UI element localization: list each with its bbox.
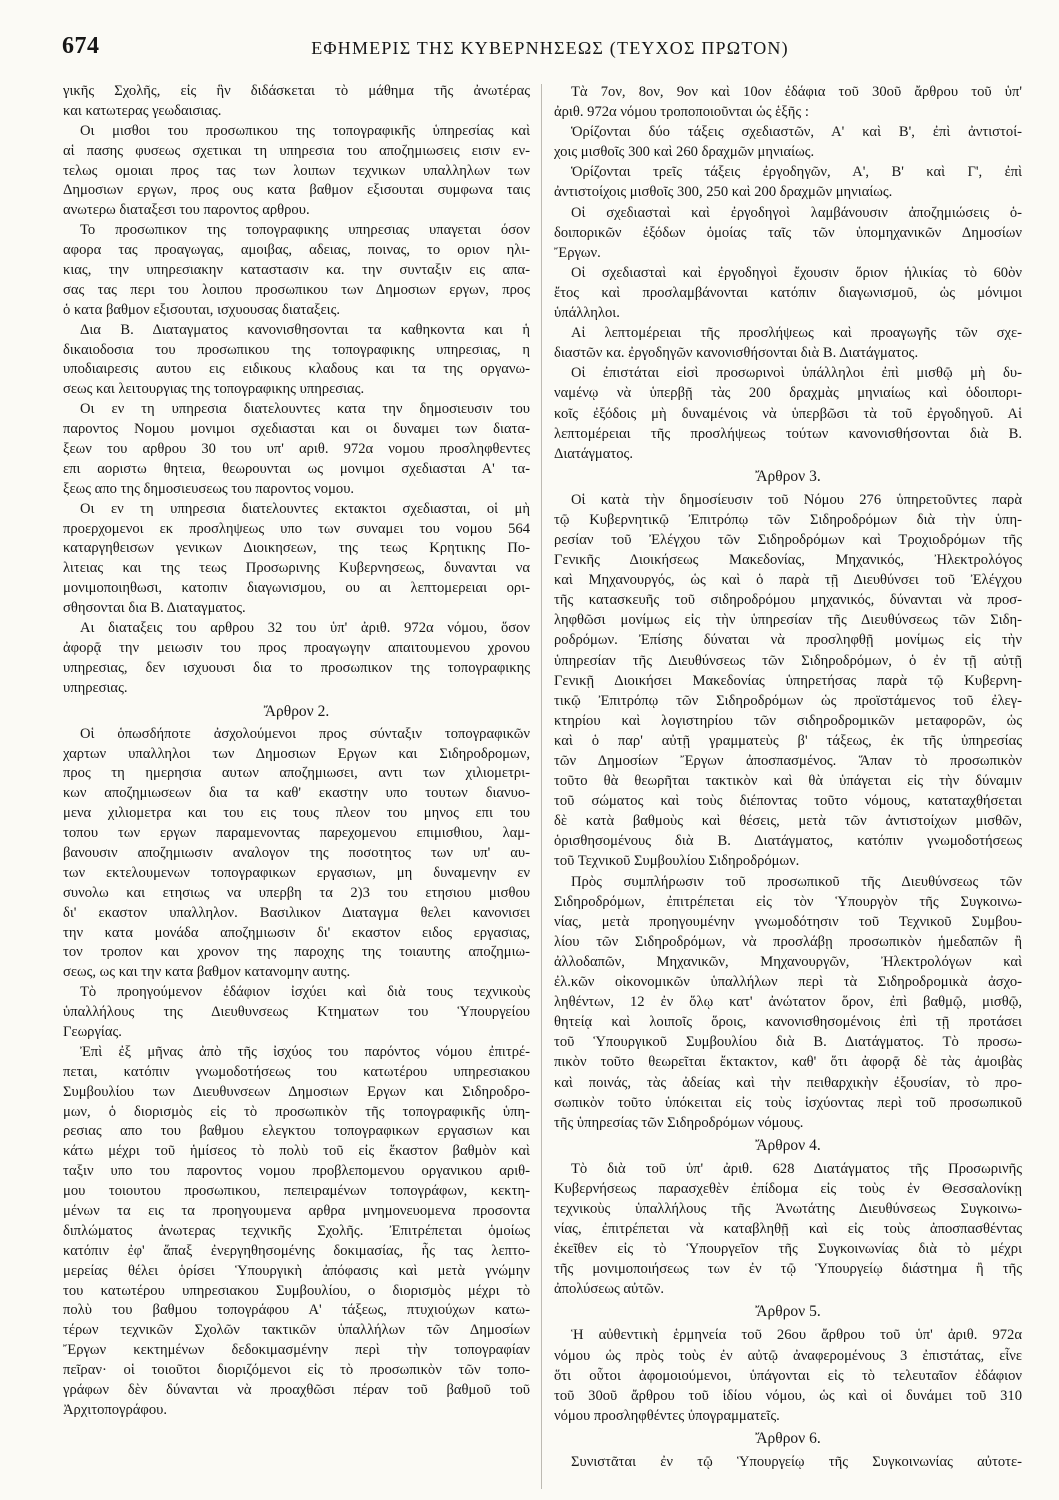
text-line: Γενικῇ Διοικήσει Μακεδονίας ὑπηρετήσας παρὰ τῷ Κυβερνη- [554,672,1022,689]
page-number: 674 [62,33,100,59]
text-line: ὁρισθησομένους διὰ Β. Διατάγματος, κατόπιν γνωμοδοτήσεως [554,833,1022,850]
article-heading: Ἄρθρον 6. [755,1429,821,1447]
text-line: Οἱ σχεδιασταὶ καὶ ἐργοδηγοὶ ἔχουσιν ὅριον ἡλικίας τὸ 60ὸν [571,264,1022,281]
text-line: διπλώματος ἀνωτερας τεχνικῆς Σχολῆς. Ἐπιτρέπεται ὁμοίως [63,1222,530,1239]
text-line: ἐκεῖθεν εἰς τὸ Ὑπουργεῖον τῆς Συγκοινωνίας διὰ τὸ μέχρι [554,1241,1022,1258]
text-line: λεπτομέρειαι τῆς προσλήψεως τούτων κανονισθήσονται διὰ Β. [554,425,1022,442]
text-line: Ἐπὶ ἐξ μῆνας ἀπὸ τῆς ἰσχύος του παρόντος νόμου ἐπιτρέ- [80,1043,530,1060]
paragraph [63,983,530,1043]
text-line: Το προσωπικον της τοπογραφικης υπηρεσιας υπαγεται όσον [80,222,530,239]
article-heading: Ἄρθρον 3. [755,467,821,485]
text-line: Οἱ σχεδιασταὶ καὶ ἐργοδηγοὶ λαμβάνουσιν ἀποζημιώσεις ὁ- [571,204,1022,221]
text-line: την κατα μονάδα αποζημιωσιν δι' εκαστον ειδος εργασιας, [63,924,530,941]
text-line: μονιμοποιηθωσι, κατοπιν διαγωνισμου, ου αι λεπτομερειαι ορι- [63,580,530,597]
text-line: βανουσιν αποζημιωσιν αναλογον της ποσοτητος των υπ' αυ- [63,844,530,861]
text-line: Κυβερνήσεως παρασχεθὲν ἐπίδομα εἰς τοὺς ἐν Θεσσαλονίκῃ [554,1180,1022,1197]
text-line: και κατωτερας γεωδαισιας. [63,102,222,119]
text-line: νίας, μετὰ προηγουμένην γνωμοδότησιν τοῦ Τεχνικοῦ Συμβου- [554,913,1022,930]
paragraph [63,725,530,984]
text-line: ξεων του αρθρου 30 του υπ' αριθ. 972α νομου προσληφθεντες [63,441,530,458]
text-line: συνολω και ετησιως να υπερβη τα 2)3 του ετησιου μισθου [63,884,530,901]
text-line: ὑπαλλήλους της Διευθυνσεως Κτηματων του Ὑπουργείου [63,1004,530,1021]
text-line: Αι διαταξεις του αρθρου 32 του ὑπ' ἀριθ. 972α νόμου, ὅσον [80,620,530,637]
text-line: τοῦ Ὑπουργικοῦ Συμβουλίου διὰ Β. Διατάγματος. Τὸ προσω- [554,1034,1022,1051]
text-line: πολὺ του βαθμου τοπογράφου Α' τάξεως, πτυχιούχων κατω- [63,1302,530,1319]
text-line: Ἀρχιτοπογράφου. [63,1401,168,1418]
text-line: προερχομενοι εκ προσληψεως υπο των συναμει του νομου 564 [63,520,530,537]
text-line: ἀπολύσεως αὐτῶν. [554,1281,664,1298]
text-line: παροντος Νομου μονιμοι σχεδιασται και οι δυναμει των διατα- [63,421,530,438]
text-line: επι αοριστω θητεια, θεωρουνται ως μονιμοι σχεδιασται Α' τα- [63,460,530,477]
text-line: Οι εν τη υπηρεσια διατελουντες κατα την δημοσιευσιν του [80,401,530,418]
text-line: δι' εκαστον υπαλληλον. Βασιλικον Διαταγμα θελει κανονισει [63,904,530,921]
text-line: μένων τα εις τα προηγουμενα αρθρα μνημονευομενα προσοντα [63,1202,530,1219]
text-line: τοπου των εργων παραμενοντας παρεχομενου επιμισθιου, λαμ- [63,825,530,842]
text-line: θητείᾳ καὶ λοιποῖς ὅροις, κανονισθησομένοις ἐπὶ τῇ προτάσει [554,1014,1022,1031]
paragraph [63,400,530,499]
text-line: κοῖς ἐξόδοις μὴ δυναμένοις νὰ ὑπερβῶσι τὰ τοῦ ἐργοδηγοῦ. Αἱ [554,405,1022,422]
text-line: ροδρόμων. Ἐπίσης δύναται νὰ προσληφθῇ μονίμως εἰς τὴν [554,632,1022,649]
text-line: Τὰ 7ον, 8ον, 9ον καὶ 10ον ἐδάφια τοῦ 30οῦ ἄρθρου τοῦ ὑπ' [571,84,1022,100]
text-line: σεως, ως και την κατα βαθμον κατανομην αυτης. [63,964,351,981]
text-line: χαρτων υπαλληλοι των Δημοσιων Εργων και Σιδηροδρομων, [63,745,530,762]
text-line: δὲ κατὰ βαθμοὺς καὶ θέσεις, μετὰ τῶν ἀντιστοίχων μισθῶν, [554,813,1022,830]
text-line: Δια Β. Διαταγματος κανονισθησονται τα καθηκοντα και ἡ [80,321,530,338]
text-line: μων, ὁ διορισμὸς εἰς τὸ προσωπικὸν τῆς τοπογραφικῆς ὑπη- [63,1103,530,1120]
text-line: ἀριθ. 972α νόμου τροποποιοῦνται ὡς ἑξῆς : [554,104,809,121]
text-line: τῆς ὑπηρεσίας τῶν Σιδηροδρόμων νόμους. [554,1114,804,1131]
text-line: ὁ κατα βαθμον εξισουται, ισχυουσας διαταξεις. [63,301,340,318]
text-line: κιας, την υπηρεσιακην καταστασιν κα. την συνταξιν εις απα- [63,262,530,279]
paragraph [554,203,1022,263]
text-line: προς τη ημερησια αυτων αποζημιωσει, αντι των χιλιομετρι- [63,765,530,782]
text-line: νόμου προσληφθέντες ὑπογραμματεῖς. [554,1407,780,1424]
article-heading: Ἄρθρον 5. [755,1303,821,1321]
text-line: σωπικὸν τοῦτο ὑπόκειται εἰς τοὺς ἰσχύοντας περὶ τοῦ προσωπικοῦ [554,1094,1022,1111]
text-line: Συμβουλίου των Διευθυνσεων Δημοσιων Εργων και Σιδηροδρο- [63,1083,530,1100]
text-line: μερείας θέλει ὁρίσει Ὑπουργικὴ ἀπόφασις καὶ μετὰ γνώμην [63,1262,530,1279]
text-line: λίου τῶν Σιδηροδρόμων, νὰ προσλάβῃ προσωπικὸν ἡμεδαπῶν ἢ [554,933,1022,950]
text-line: τοῦ σώματος καὶ τοὺς διέποντας τοῦτο νόμους, καταταχθήσεται [554,793,1022,810]
paragraph [554,872,1022,1133]
paragraph [554,1325,1022,1425]
text-line: του κατωτέρου υπηρεσιακου Συμβουλίου, ο διορισμὸς μέχρι τὸ [63,1282,530,1299]
text-line: Ἡ αὐθεντικὴ ἑρμηνεία τοῦ 26ου ἄρθρου τοῦ ὑπ' ἀριθ. 972α [571,1327,1022,1344]
text-line: Τὸ προηγούμενον ἐδάφιον ἰσχύει καὶ διὰ τους τεχνικοὺς [80,984,530,1001]
text-line: Τὸ διὰ τοῦ ὑπ' ἀριθ. 628 Διατάγματος τῆς Προσωρινῆς [571,1160,1022,1177]
text-line: ανωτερω διαταξεσι του παροντος αρθρου. [63,202,310,219]
text-line: Γενικῆς Διοικήσεως Μακεδονίας, Μηχανικός, Ἠλεκτρολόγος [554,552,1022,569]
text-line: Αἱ λεπτομέρειαι τῆς προσλήψεως καὶ προαγωγῆς τῶν σχε- [571,325,1022,342]
text-line: κων αποζημιωσεων δια τα καθ' εκαστην υπο τουτων διανυο- [63,785,530,802]
text-line: πικὸν τοῦτο θεωρεῖται ἔκτακτον, καθ' ὅτι ἀφορᾷ δὲ τὰς ἀμοιβὰς [554,1054,1022,1071]
text-line: ὑπάλληλοι. [554,305,620,322]
text-line: υποδιαιρεσις αυτου εις ειδικους κλαδους και τα της οργανω- [63,361,530,378]
text-line: δικαιοδοσια του προσωπικου της τοπογραφικης υπηρεσιας, η [63,341,530,358]
text-line: Οἱ ὁπωσδήποτε ἀσχολούμενοι προς σύνταξιν τοπογραφικῶν [80,725,530,742]
right-column [554,82,1022,1472]
text-line: ἔτος καὶ προσλαμβάνονται κατόπιν διαγωνισμοῦ, ὡς μόνιμοι [554,284,1022,301]
text-line: λιτειας και της τεως Προσωρινης Κυβερνησεως, δυνανται να [63,560,530,577]
paragraph [554,162,1022,202]
text-line: πεται, κατόπιν γνωμοδοτήσεως του κατωτέρου υπηρεσιακου [63,1063,530,1080]
paragraph [63,321,530,401]
text-line: ὅτι οὗτοι ἀφομοιούμενοι, ὑπάγονται εἰς τὸ τελευταῖον ἐδάφιον [554,1367,1022,1384]
text-line: διαστῶν κα. ἐργοδηγῶν κανονισθήσονται διὰ Β. Διατάγματος. [554,345,919,362]
text-line: ληφθῶσι μονίμως εἰς τὴν ὑπηρεσίαν τῆς Διευθύνσεως τῶν Σιδη- [554,612,1022,629]
article-heading: Ἄρθρον 4. [755,1136,821,1154]
text-line: ξεως απο της δημοσιευσεως του παροντος νομου. [63,480,355,497]
text-line: τοῦ 30οῦ ἄρθρου τοῦ ἰδίου νόμου, ὡς καὶ οἱ δυνάμει τοῦ 310 [554,1387,1022,1404]
paragraph [63,221,530,320]
paragraph [63,82,530,122]
paragraph [554,323,1022,363]
text-line: τέρων τεχνικῶν Σχολῶν τακτικῶν ὑπαλλήλων τῶν Δημοσίων [63,1322,530,1339]
left-column [63,82,530,1421]
text-line: υπηρεσιας, δεν ισχυουσι δια το προσωπικον της τοπογραφικης [63,659,530,676]
text-line: κάτω μέχρι τοῦ ἡμίσεος τὸ πολὺ τοῦ εἰς ἕκαστον βαθμὸν καὶ [63,1143,530,1160]
text-line: γικῆς Σχολῆς, εἰς ἣν διδάσκεται τὸ μάθημα τῆς ἀνωτέρας [63,83,530,99]
text-line: Οἱ κατὰ τὴν δημοσίευσιν τοῦ Νόμου 276 ὑπηρετοῦντες παρὰ [571,491,1022,508]
paragraph [554,122,1022,162]
paragraph [63,500,530,619]
text-line: Οι εν τη υπηρεσια διατελουντες εκτακτοι σχεδιασται, οἱ μὴ [80,500,530,517]
text-line: μου τοιουτου προσωπικου, πεπειραμένων τοπογράφων, κεκτη- [63,1183,530,1200]
text-line: Διατάγματος. [554,445,633,462]
text-line: χοις μισθοῖς 300 καὶ 260 δραχμῶν μηνιαίως. [554,144,815,161]
text-line: σθησονται δια Β. Διαταγματος. [63,600,246,617]
paragraph [554,1452,1022,1472]
text-line: δοιπορικῶν ἐξόδων ὁμοίας ταῖς τῶν ὑπομηχανικῶν Δημοσίων [554,224,1022,241]
text-line: ρεσιας απο του βαθμου ελεγκτου τοπογραφικων εργασιων και [63,1123,530,1140]
text-line: Σιδηροδρόμων, ἐπιτρέπεται εἰς τὸν Ὑπουργὸν τῆς Συγκοινω- [554,893,1022,910]
text-line: Ἔργων. [554,244,601,261]
text-line: τεχνικοὺς ὑπαλλήλους τῆς Ἀνωτάτης Διευθύνσεως Συγκοινω- [554,1200,1022,1217]
text-line: πεῖραν· οἱ τοιοῦτοι διοριζόμενοι εἰς τὸ προσωπικὸν τῶν τοπο- [63,1362,530,1379]
text-line: σας τας περι του λοιπου προσωπικου των Δημοσιων εργων, προς [63,281,530,298]
text-line: γράφων δὲν δύνανται νὰ προαχθῶσι πέραν τοῦ βαθμοῦ τοῦ [63,1382,530,1398]
text-line: ληθέντων, 12 ἐν ὅλῳ κατ' ἀνώτατον ὅρον, ἐπὶ βαθμῷ, μισθῷ, [554,994,1022,1011]
text-line: αἱ πασης φυσεως σχετικαι τη υπηρεσια του αποζημιωσεις εισιν εν- [63,142,530,159]
text-line: τοῦτο θὰ θεωρῆται τακτικὸν καὶ θὰ ὑπάγεται εἰς τὴν δύναμιν [554,773,1022,790]
text-line: Δημοσιων εργων, προς ους κατα βαθμον εξισουται συμφωνα ταις [63,182,530,199]
paragraph [554,82,1022,122]
text-line: ἀντιστοίχοις μισθοῖς 300, 250 καὶ 200 δραχμῶν μηνιαίως. [554,184,893,201]
text-line: ὑπηρεσίαν τῆς Διευθύνσεως τῶν Σιδηροδρόμων, ὁ ἐν τῇ αὐτῇ [554,652,1022,669]
text-line: αφορα τας προαγωγας, αμοιβας, αδειας, ποινας, το οριον ηλι- [63,242,530,259]
article-heading: Ἄρθρον 2. [263,702,330,720]
text-line: τον τροπον και χρονον της παροχης της τοιαυτης αποζημιω- [63,944,530,961]
text-line: καὶ Μηχανουργός, ὡς καὶ ὁ παρὰ τῇ Διευθύνσει τοῦ Ἐλέγχου [554,572,1022,589]
text-line: Οἱ ἐπιστάται εἰσὶ προσωρινοὶ ὑπάλληλοι ἐπὶ μισθῷ μὴ δυ- [571,365,1022,382]
text-line: Οι μισθοι του προσωπικου της τοπογραφικῆς ὑπηρεσίας καὶ [80,122,530,139]
text-line: σεως και λειτουργιας της τοπογραφικης υπηρεσιας. [63,381,365,398]
text-line: καὶ ὁ παρ' αὐτῇ γραμματεὺς β' τάξεως, ἐκ τῆς ὑπηρεσίας [554,732,1022,749]
text-line: ἐλ.κῶν οἰκονομικῶν ὑπαλλήλων περὶ τὰ Σιδηροδρομικὰ ἀσχο- [554,974,1022,991]
paragraph [554,363,1022,463]
text-line: Ἔργων κεκτημένων δεδοκιμασμένην περὶ τὴν τοπογραφίαν [63,1342,530,1359]
text-line: ἀφορᾷ την μειωσιν του προς προαγωγην απαιτουμενου χρονου [63,639,530,656]
paragraph [63,619,530,699]
paragraph [554,263,1022,323]
text-line: τοῦ Τεχνικοῦ Συμβουλίου Σιδηροδρόμων. [554,853,800,870]
text-line: νίας, ἐπιτρέπεται νὰ καταβληθῇ καὶ εἰς τοὺς ἀποσπασθέντας [554,1221,1022,1238]
text-line: τῆς κατασκευῆς τοῦ σιδηροδρόμου μηχανικός, δύνανται νὰ προσ- [554,592,1022,609]
text-line: Συνιστᾶται ἐν τῷ Ὑπουργείῳ τῆς Συγκοινωνίας αὐτοτε- [571,1453,1022,1470]
text-line: Γεωργίας. [63,1023,122,1040]
text-line: νόμου ὡς πρὸς τοὺς ἐν αὐτῷ ἀναφερομένους 3 ἐπιστάτας, εἶνε [554,1347,1022,1364]
text-line: Ὁρίζονται τρεῖς τάξεις ἐργοδηγῶν, Α', Β' καὶ Γ', ἐπὶ [571,164,1022,181]
paragraph [63,1043,530,1421]
text-line: ναμένῳ νὰ ὑπερβῇ τὰς 200 δραχμὰς μηνιαίως καὶ ὁδοιπορι- [554,385,1022,402]
text-line: τελως ομοιαι προς τας των λοιπων τεχνικων υπαλληλων των [63,162,530,179]
text-line: τῆς μονιμοποιήσεως των ἐν τῷ Ὑπουργείῳ διάστημα ἢ τῆς [554,1261,1022,1278]
paragraph [63,122,530,221]
text-line: καταργηθεισων γενικων Διοικησεων, της τεως Κρητικης Πο- [63,540,530,557]
text-line: των εκτελουμενων τοπογραφικων εργασιων, μη δυναμενην εν [63,864,530,881]
paragraph [554,490,1022,872]
text-line: ταξιν υπο του παροντος νομου προβλεπομενου οργανικου αριθ- [63,1163,530,1180]
text-line: υπηρεσιας. [63,679,128,696]
paragraph [554,1159,1022,1300]
text-line: κατόπιν ἐφ' ἅπαξ ἐνεργηθησομένης δοκιμασίας, ἧς τας λεπτο- [63,1242,530,1259]
text-line: τῷ Κυβερνητικῷ Ἐπιτρόπῳ τῶν Σιδηροδρόμων διὰ τὴν ὑπη- [554,511,1022,528]
text-line: τῶν Δημοσίων Ἔργων ἀποσπασμένος. Ἅπαν τὸ προσωπικὸν [554,753,1022,769]
text-line: ἀλλοδαπῶν, Μηχανικῶν, Μηχανουργῶν, Ἠλεκτρολόγων καὶ [554,953,1022,970]
text-line: μενα χιλιομετρα και του εις τους πλεον του μηνος επι του [63,805,530,822]
text-line: Πρὸς συμπλήρωσιν τοῦ προσωπικοῦ τῆς Διευθύνσεως τῶν [571,873,1022,890]
text-line: κτηρίου καὶ λογιστηρίου τῶν σιδηροδρομικῶν μεταφορῶν, ὡς [554,712,1022,729]
text-line: Ὁρίζονται δύο τάξεις σχεδιαστῶν, Α' καὶ Β', ἐπὶ ἀντιστοί- [571,124,1022,141]
column-divider [541,84,542,1489]
text-line: καὶ ποινάς, τὰς ἀδείας καὶ τὴν πειθαρχικὴν ἐξουσίαν, τὸ προ- [554,1074,1022,1091]
text-line: ρεσίαν τοῦ Ἐλέγχου τῶν Σιδηροδρόμων καὶ Τροχιοδρόμων τῆς [554,531,1022,548]
gazette-title: ΕΦΗΜΕΡΙΣ ΤΗΣ ΚΥΒΕΡΝΗΣΕΩΣ (ΤΕΥΧΟΣ ΠΡΩΤΟΝ) [311,38,789,58]
text-line: τικῷ Ἐπιτρόπῳ τῶν Σιδηροδρόμων ὡς προϊστάμενος τοῦ ἐλεγ- [554,692,1022,709]
